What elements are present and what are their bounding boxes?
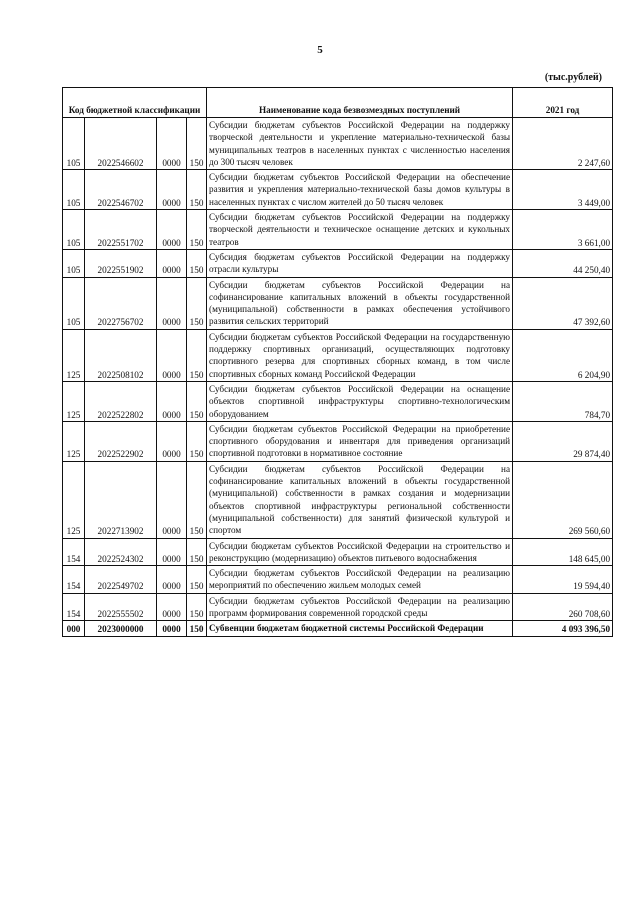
classification-code-cell: 2022551902	[85, 249, 157, 277]
program-code-cell: 0000	[157, 277, 187, 329]
subtype-code-cell: 150	[187, 538, 207, 566]
table-row	[63, 593, 613, 621]
revenue-name-cell: Субсидии бюджетам субъектов Российской Федерации на реализацию мероприятий по обеспечению жильем молодых семей	[207, 566, 513, 594]
program-code-cell: 0000	[157, 593, 187, 621]
admin-code-cell: 105	[63, 249, 85, 277]
subtype-code-cell: 150	[187, 329, 207, 381]
program-code-cell: 0000	[157, 461, 187, 538]
revenue-name-cell: Субсидии бюджетам субъектов Российской Федерации на государственную поддержку спортивных организаций, осуществляющих подготовку спортивного резерва для спортивных сборных команд, в том числе спортивных сборных команд Российской Федерации	[207, 329, 513, 381]
classification-code-cell: 2022713902	[85, 461, 157, 538]
amount-cell: 29 874,40	[513, 421, 613, 461]
admin-code-cell: 105	[63, 170, 85, 210]
table-row	[63, 566, 613, 594]
table-row	[63, 421, 613, 461]
revenue-name-cell: Субсидии бюджетам субъектов Российской Федерации на поддержку творческой деятельности и укрепление материально-технической базы муниципальных театров в населенных пунктах с численностью населения до 300 тысяч человек	[207, 118, 513, 170]
revenue-table	[62, 87, 613, 637]
classification-code-cell: 2022546602	[85, 118, 157, 170]
classification-code-cell: 2022756702	[85, 277, 157, 329]
classification-code-cell: 2022549702	[85, 566, 157, 594]
admin-code-cell: 125	[63, 461, 85, 538]
subtype-code-cell: 150	[187, 621, 207, 636]
revenue-name-cell: Субсидия бюджетам субъектов Российской Федерации на поддержку отрасли культуры	[207, 249, 513, 277]
classification-code-cell: 2022522902	[85, 421, 157, 461]
subtype-code-cell: 150	[187, 170, 207, 210]
subtype-code-cell: 150	[187, 210, 207, 250]
revenue-name-cell: Субсидии бюджетам субъектов Российской Федерации на обеспечение развития и укрепления материально-технической базы домов культуры в населенных пунктах с числом жителей до 50 тысяч человек	[207, 170, 513, 210]
program-code-cell: 0000	[157, 421, 187, 461]
classification-code-cell: 2022551702	[85, 210, 157, 250]
program-code-cell: 0000	[157, 118, 187, 170]
table-row	[63, 538, 613, 566]
amount-cell: 3 449,00	[513, 170, 613, 210]
header-code: Код бюджетной классификации	[63, 88, 207, 118]
program-code-cell: 0000	[157, 566, 187, 594]
amount-cell: 44 250,40	[513, 249, 613, 277]
revenue-name-cell: Субсидии бюджетам субъектов Российской Федерации на софинансирование капитальных вложений в объекты государственной (муниципальной) собственности в рамках создания и модернизации объектов спортивной инфраструктуры региональной собственности (муниципальной собственности) для занятий физической культурой и спортом	[207, 461, 513, 538]
classification-code-cell: 2022546702	[85, 170, 157, 210]
header-year: 2021 год	[513, 88, 613, 118]
revenue-name-cell: Субсидии бюджетам субъектов Российской Федерации на приобретение спортивного оборудования и инвентаря для приведения организаций спортивной подготовки в нормативное состояние	[207, 421, 513, 461]
table-row	[63, 621, 613, 636]
subtype-code-cell: 150	[187, 421, 207, 461]
subtype-code-cell: 150	[187, 249, 207, 277]
amount-cell: 19 594,40	[513, 566, 613, 594]
amount-cell: 4 093 396,50	[513, 621, 613, 636]
revenue-name-cell: Субсидии бюджетам субъектов Российской Федерации на поддержку творческой деятельности и техническое оснащение детских и кукольных театров	[207, 210, 513, 250]
amount-cell: 47 392,60	[513, 277, 613, 329]
amount-cell: 6 204,90	[513, 329, 613, 381]
revenue-name-cell: Субсидии бюджетам субъектов Российской Федерации на реализацию программ формирования современной городской среды	[207, 593, 513, 621]
classification-code-cell: 2022522802	[85, 381, 157, 421]
table-row	[63, 118, 613, 170]
table-body	[63, 118, 613, 637]
program-code-cell: 0000	[157, 381, 187, 421]
units-label: (тыс.рублей)	[544, 72, 602, 83]
admin-code-cell: 105	[63, 277, 85, 329]
amount-cell: 269 560,60	[513, 461, 613, 538]
amount-cell: 3 661,00	[513, 210, 613, 250]
admin-code-cell: 154	[63, 566, 85, 594]
table-row	[63, 329, 613, 381]
admin-code-cell: 125	[63, 329, 85, 381]
table-row	[63, 210, 613, 250]
admin-code-cell: 125	[63, 381, 85, 421]
table-row	[63, 277, 613, 329]
program-code-cell: 0000	[157, 249, 187, 277]
amount-cell: 784,70	[513, 381, 613, 421]
table-row	[63, 249, 613, 277]
subtype-code-cell: 150	[187, 461, 207, 538]
amount-cell: 260 708,60	[513, 593, 613, 621]
classification-code-cell: 2022555502	[85, 593, 157, 621]
table-row	[63, 170, 613, 210]
subtype-code-cell: 150	[187, 566, 207, 594]
admin-code-cell: 154	[63, 593, 85, 621]
header-name: Наименование кода безвозмездных поступлений	[207, 88, 513, 118]
classification-code-cell: 2023000000	[85, 621, 157, 636]
admin-code-cell: 105	[63, 118, 85, 170]
table-row	[63, 461, 613, 538]
program-code-cell: 0000	[157, 210, 187, 250]
amount-cell: 2 247,60	[513, 118, 613, 170]
admin-code-cell: 154	[63, 538, 85, 566]
revenue-name-cell: Субсидии бюджетам субъектов Российской Федерации на софинансирование капитальных вложений в объекты государственной (муниципальной) собственности в рамках обеспечения устойчивого развития сельских территорий	[207, 277, 513, 329]
revenue-name-cell: Субсидии бюджетам субъектов Российской Федерации на строительство и реконструкцию (модернизацию) объектов питьевого водоснабжения	[207, 538, 513, 566]
admin-code-cell: 125	[63, 421, 85, 461]
table-row	[63, 381, 613, 421]
program-code-cell: 0000	[157, 329, 187, 381]
subtype-code-cell: 150	[187, 277, 207, 329]
page-number: 5	[317, 44, 323, 56]
subtype-code-cell: 150	[187, 381, 207, 421]
revenue-name-cell: Субсидии бюджетам субъектов Российской Федерации на оснащение объектов спортивной инфраструктуры спортивно-технологическим оборудованием	[207, 381, 513, 421]
admin-code-cell: 105	[63, 210, 85, 250]
subtype-code-cell: 150	[187, 118, 207, 170]
revenue-name-cell: Субвенции бюджетам бюджетной системы Российской Федерации	[207, 621, 513, 636]
program-code-cell: 0000	[157, 538, 187, 566]
subtype-code-cell: 150	[187, 593, 207, 621]
amount-cell: 148 645,00	[513, 538, 613, 566]
admin-code-cell: 000	[63, 621, 85, 636]
program-code-cell: 0000	[157, 621, 187, 636]
classification-code-cell: 2022508102	[85, 329, 157, 381]
classification-code-cell: 2022524302	[85, 538, 157, 566]
program-code-cell: 0000	[157, 170, 187, 210]
